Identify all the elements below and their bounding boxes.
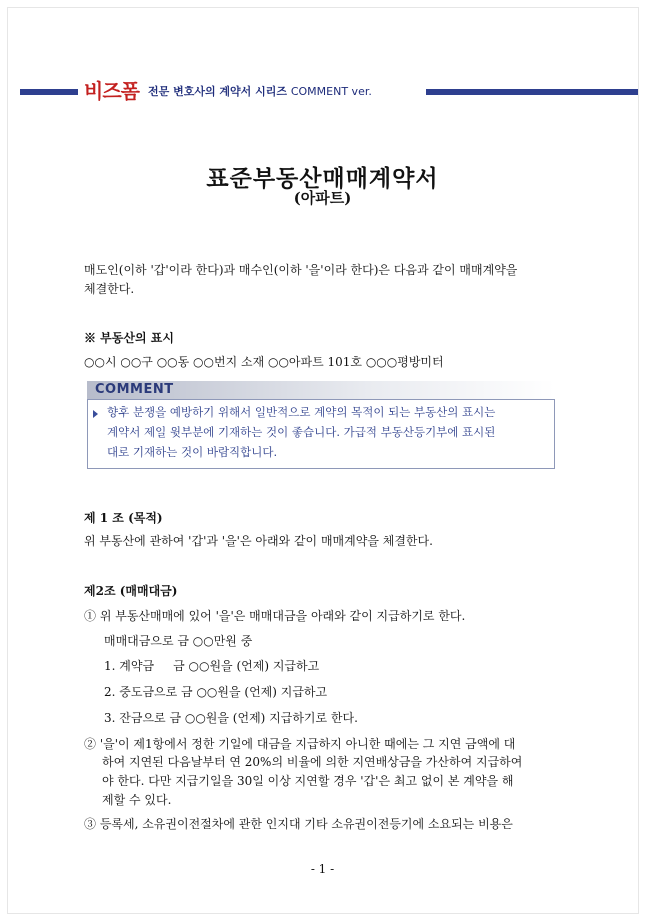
article2-line: 2. 중도금으로 금 ○○원을 (언제) 지급하고 [104, 685, 328, 699]
comment-line: 향후 분쟁을 예방하기 위해서 일반적으로 계약의 목적이 되는 부동산의 표시는 [107, 405, 496, 419]
article2-line: ③ 등록세, 소유권이전절차에 관한 인지대 기타 소유권이전등기에 소요되는 비용은 [84, 817, 513, 831]
article2-line: 3. 잔금으로 금 ○○원을 (언제) 지급하기로 한다. [104, 711, 358, 725]
header-rule-right [426, 89, 638, 95]
intro-line: 체결한다. [84, 282, 135, 296]
article1-body: 위 부동산에 관하여 '갑'과 '을'은 아래와 같이 매매계약을 체결한다. [84, 534, 433, 548]
comment-line: 계약서 제일 윗부분에 기재하는 것이 좋습니다. 가급적 부동산등기부에 표시된 [107, 425, 496, 439]
document-title: 표준부동산매매계약서 [206, 165, 439, 192]
series-version: COMMENT ver. [290, 85, 372, 98]
series-subtitle [148, 84, 372, 100]
article2-heading: 제2조 (매매대금) [84, 584, 178, 598]
page-number: - 1 - [310, 862, 335, 876]
property-heading: ※ 부동산의 표시 [84, 331, 174, 345]
brand-logo: 비즈폼 [84, 79, 139, 103]
comment-label-text: COMMENT [95, 382, 174, 397]
intro-line: 매도인(이하 '갑'이라 한다)과 매수인(이하 '을'이라 한다)은 다음과 같이 매매계약을 [84, 263, 518, 277]
article2-line: 제할 수 있다. [102, 793, 172, 807]
comment-line: 대로 기재하는 것이 바람직합니다. [107, 445, 278, 459]
article2-line: ② '을'이 제1항에서 정한 기일에 대금을 지급하지 아니한 때에는 그 지연 금액에 대 [84, 737, 516, 751]
article2-line: 1. 계약금 금 ○○원을 (언제) 지급하고 [104, 659, 320, 673]
article2-line: ① 위 부동산매매에 있어 '을'은 매매대금을 아래와 같이 지급하기로 한다. [84, 609, 466, 623]
comment-box [87, 399, 555, 469]
article1-heading: 제 1 조 (목적) [84, 511, 163, 525]
header-rule-left [20, 89, 78, 95]
article2-line: 야 한다. 다만 지급기일을 30일 이상 지연할 경우 '갑'은 최고 없이 본 계약을 해 [102, 774, 514, 788]
article2-line: 하여 지연된 다음날부터 연 20%의 비율에 의한 지연배상금을 가산하여 지급하여 [102, 755, 523, 769]
series-header [20, 78, 637, 104]
document-subtitle: (아파트) [293, 189, 352, 207]
triangle-bullet-icon [93, 410, 98, 418]
article2-line: 매매대금으로 금 ○○만원 중 [104, 634, 253, 648]
comment-label [87, 381, 555, 399]
property-description: ○○시 ○○구 ○○동 ○○번지 소재 ○○아파트 101호 ○○○평방미터 [84, 355, 444, 369]
series-name: 전문 변호사의 계약서 시리즈 [148, 85, 287, 98]
